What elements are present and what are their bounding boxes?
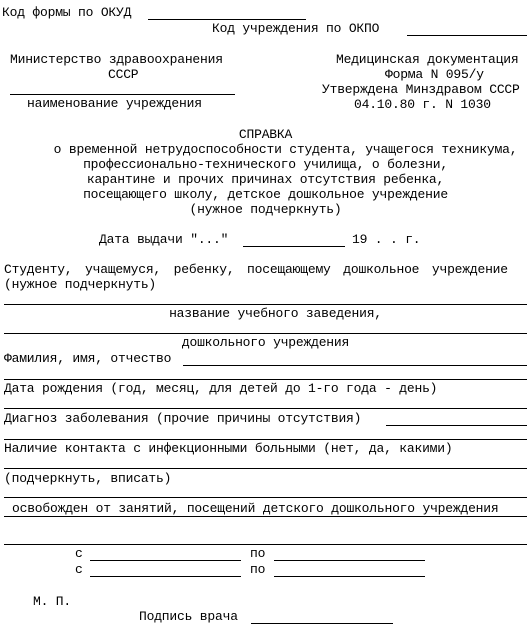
exemption-field-2[interactable]	[4, 544, 527, 545]
period-2-from-field[interactable]	[90, 576, 241, 577]
title-line-2: профессионально-технического училища, о болезни,	[83, 157, 448, 172]
recipient-field-2[interactable]	[4, 333, 527, 334]
signature-field[interactable]	[251, 623, 393, 624]
title-line-4: посещающего школу, детское дошкольное учреждение	[83, 187, 448, 202]
okpo-field[interactable]	[407, 35, 527, 36]
diagnosis-label: Диагноз заболевания (прочие причины отсутствия)	[4, 411, 362, 426]
period-1-from-label: с	[75, 546, 83, 561]
period-2-from-label: с	[75, 562, 83, 577]
document-title: СПРАВКА	[238, 127, 293, 142]
contact-field-2[interactable]	[4, 497, 527, 498]
ministry-line1: Министерство здравоохранения	[10, 52, 223, 67]
okud-field[interactable]	[148, 19, 306, 20]
approved-by: Утверждена Минздравом СССР	[322, 82, 520, 97]
signature-label: Подпись врача	[139, 609, 238, 624]
institution-caption-1: название учебного заведения,	[169, 306, 382, 321]
issue-date-label: Дата выдачи "..."	[99, 232, 229, 247]
issue-date-field[interactable]	[243, 246, 345, 247]
okpo-label: Код учреждения по ОКПО	[212, 21, 380, 36]
diagnosis-field[interactable]	[386, 425, 527, 426]
institution-caption-2: дошкольного учреждения	[181, 335, 350, 350]
form-number: Форма N 095/у	[385, 67, 484, 82]
diagnosis-field-2[interactable]	[4, 439, 527, 440]
name-label: Фамилия, имя, отчество	[4, 351, 172, 366]
period-2-to-field[interactable]	[274, 576, 425, 577]
title-note: (нужное подчеркнуть)	[189, 202, 342, 217]
birth-date-label: Дата рождения (год, месяц, для детей до 1-го года - день)	[4, 381, 438, 396]
period-2-to-label: по	[250, 562, 266, 577]
institution-caption: наименование учреждения	[27, 96, 202, 111]
doc-type: Медицинская документация	[336, 52, 519, 67]
recipient-line: Студенту, учащемуся, ребенку, посещающему дошкольное учреждение	[4, 262, 508, 277]
institution-field[interactable]	[10, 94, 235, 95]
exemption-label: освобожден от занятий, посещений детского дошкольного учреждения	[12, 501, 499, 516]
okud-label: Код формы по ОКУД	[2, 5, 132, 20]
issue-date-year: 19 . . г.	[352, 232, 421, 247]
ministry-line2: СССР	[108, 67, 139, 82]
recipient-note: (нужное подчеркнуть)	[4, 277, 157, 292]
contact-label: Наличие контакта с инфекционными больными (нет, да, какими)	[4, 441, 453, 456]
name-field[interactable]	[183, 365, 527, 366]
name-field-2[interactable]	[4, 379, 527, 380]
period-1-from-field[interactable]	[90, 560, 241, 561]
contact-note: (подчеркнуть, вписать)	[4, 471, 172, 486]
title-line-3: карантине и прочих причинах отсутствия ребенка,	[86, 172, 445, 187]
exemption-field-1[interactable]	[4, 516, 527, 517]
period-1-to-label: по	[250, 546, 266, 561]
contact-field[interactable]	[4, 468, 527, 469]
period-1-to-field[interactable]	[274, 560, 425, 561]
stamp-label: М. П.	[33, 594, 72, 609]
approval-date: 04.10.80 г. N 1030	[354, 97, 491, 112]
title-line-1: о временной нетрудоспособности студента, учащегося техникума,	[53, 142, 518, 157]
birth-date-field[interactable]	[4, 408, 527, 409]
recipient-field-1[interactable]	[4, 304, 527, 305]
